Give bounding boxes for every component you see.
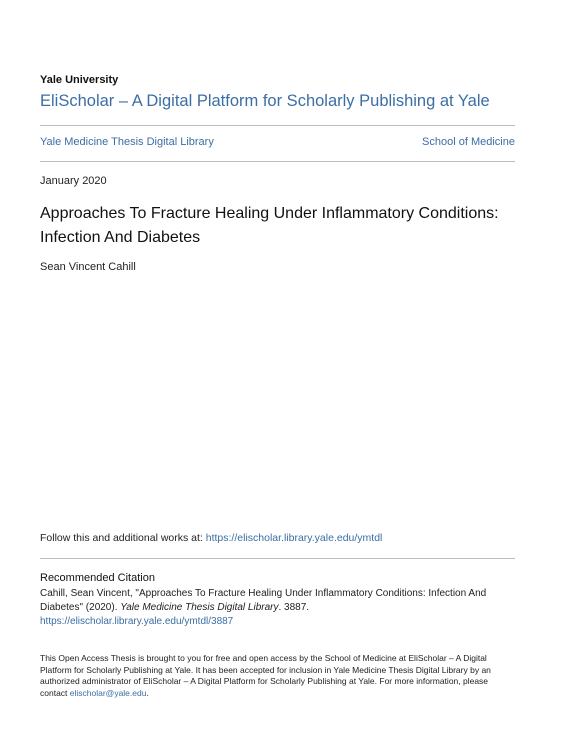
divider-citation xyxy=(40,558,515,559)
follow-line xyxy=(40,532,382,544)
follow-text: Follow this and additional works at: xyxy=(40,532,206,544)
collection-link[interactable]: https://elischolar.library.yale.edu/ymtdl xyxy=(205,532,383,544)
school-link[interactable]: School of Medicine xyxy=(422,136,515,148)
citation-link[interactable]: https://elischolar.library.yale.edu/ymtdl/3887 xyxy=(40,616,234,627)
contact-email-link[interactable]: elischolar@yale.edu xyxy=(69,687,147,698)
citation-number: . 3887. xyxy=(278,602,310,613)
citation-text xyxy=(40,587,515,629)
notice-end: . xyxy=(146,687,149,698)
institution-name: Yale University xyxy=(40,74,119,86)
divider-nav xyxy=(40,161,515,162)
library-link[interactable]: Yale Medicine Thesis Digital Library xyxy=(40,136,214,148)
citation-body: Cahill, Sean Vincent, "Approaches To Fracture Healing Under Inflammatory Conditions: Infection And Diabetes" (2020). xyxy=(40,588,487,613)
divider-top xyxy=(40,125,515,126)
citation-heading: Recommended Citation xyxy=(40,572,155,584)
publication-date: January 2020 xyxy=(40,175,107,187)
notice-text: This Open Access Thesis is brought to you for free and open access by the School of Medicine at EliScholar – A Digital Platform for Scholarly Publishing at Yale. It has been accepted for inclusion in Yale Medicine Thesis Digital Library by an authorized administrator of EliScholar – A Digital Platform for Scholarly Publishing at Yale. For more information, please contact xyxy=(40,653,491,698)
document-title: Approaches To Fracture Healing Under Inflammatory Conditions: Infection And Diabetes xyxy=(40,205,499,246)
citation-journal: Yale Medicine Thesis Digital Library xyxy=(120,602,279,613)
access-notice xyxy=(40,653,510,699)
platform-link[interactable]: EliScholar – A Digital Platform for Scholarly Publishing at Yale xyxy=(40,92,490,110)
author-name: Sean Vincent Cahill xyxy=(40,261,136,273)
